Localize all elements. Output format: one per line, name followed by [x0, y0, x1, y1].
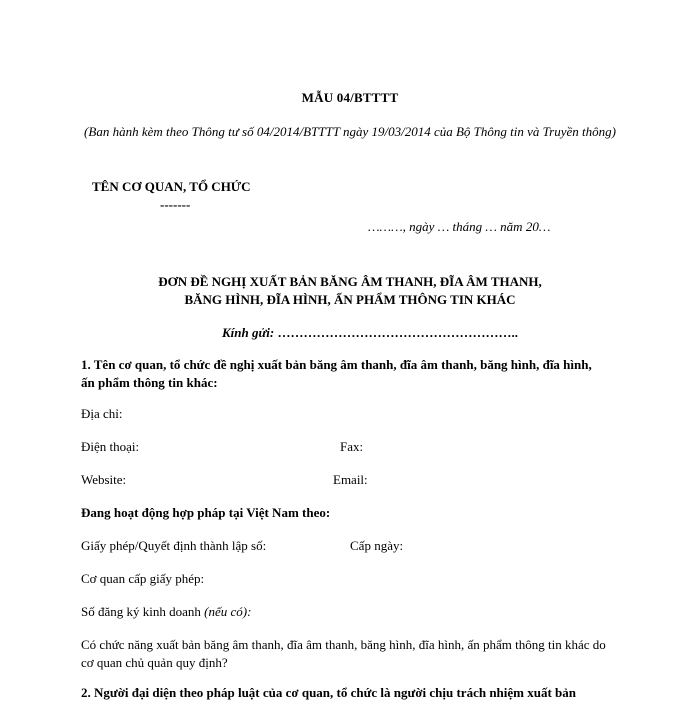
addressee-label: Kính gửi: — [222, 325, 275, 340]
legal-basis-heading: Đang hoạt động hợp pháp tại Việt Nam theo: — [81, 505, 331, 520]
issuing-authority-label: Cơ quan cấp giấy phép: — [81, 571, 205, 586]
organization-name-label: TÊN CƠ QUAN, TỔ CHỨC — [92, 179, 251, 194]
issued-by-note: (Ban hành kèm theo Thông tư số 04/2014/BTTTT ngày 19/03/2014 của Bộ Thông tin và Truyền thông) — [84, 124, 616, 139]
business-registration-note: (nếu có): — [204, 604, 252, 619]
fax-field-label: Fax: — [340, 439, 364, 454]
license-number-label: Giấy phép/Quyết định thành lập số: — [81, 538, 267, 553]
section-1-heading: 1. Tên cơ quan, tổ chức đề nghị xuất bản băng âm thanh, đĩa âm thanh, băng hình, đĩa hình, ấn phẩm thông tin khác: — [81, 357, 592, 390]
business-registration-label: Số đăng ký kinh doanh — [81, 604, 201, 619]
website-field-label: Website: — [81, 472, 127, 487]
issue-date-label: Cấp ngày: — [350, 538, 404, 553]
document-title-line-1: ĐƠN ĐỀ NGHỊ XUẤT BẢN BĂNG ÂM THANH, ĐĨA ÂM THANH, — [158, 274, 542, 289]
business-registration-line — [81, 603, 251, 621]
organization-divider: ------- — [160, 197, 191, 212]
addressee-line — [222, 324, 518, 342]
phone-field-label: Điện thoại: — [81, 439, 140, 454]
document-title-line-2: BĂNG HÌNH, ĐĨA HÌNH, ẤN PHẨM THÔNG TIN KHÁC — [184, 292, 516, 307]
form-code: MẪU 04/BTTTT — [301, 90, 399, 105]
address-field-label: Địa chỉ: — [81, 406, 123, 421]
date-line: ………, ngày … tháng … năm 20… — [368, 219, 551, 234]
publishing-function-question: Có chức năng xuất bản băng âm thanh, đĩa âm thanh, băng hình, đĩa hình, ấn phẩm thông tin khác do cơ quan chủ quản quy định? — [81, 637, 606, 670]
email-field-label: Email: — [333, 472, 368, 487]
section-2-heading: 2. Người đại diện theo pháp luật của cơ quan, tổ chức là người chịu trách nhiệm xuất bản — [81, 685, 577, 700]
addressee-blank: ……………………………………………….. — [277, 325, 518, 340]
